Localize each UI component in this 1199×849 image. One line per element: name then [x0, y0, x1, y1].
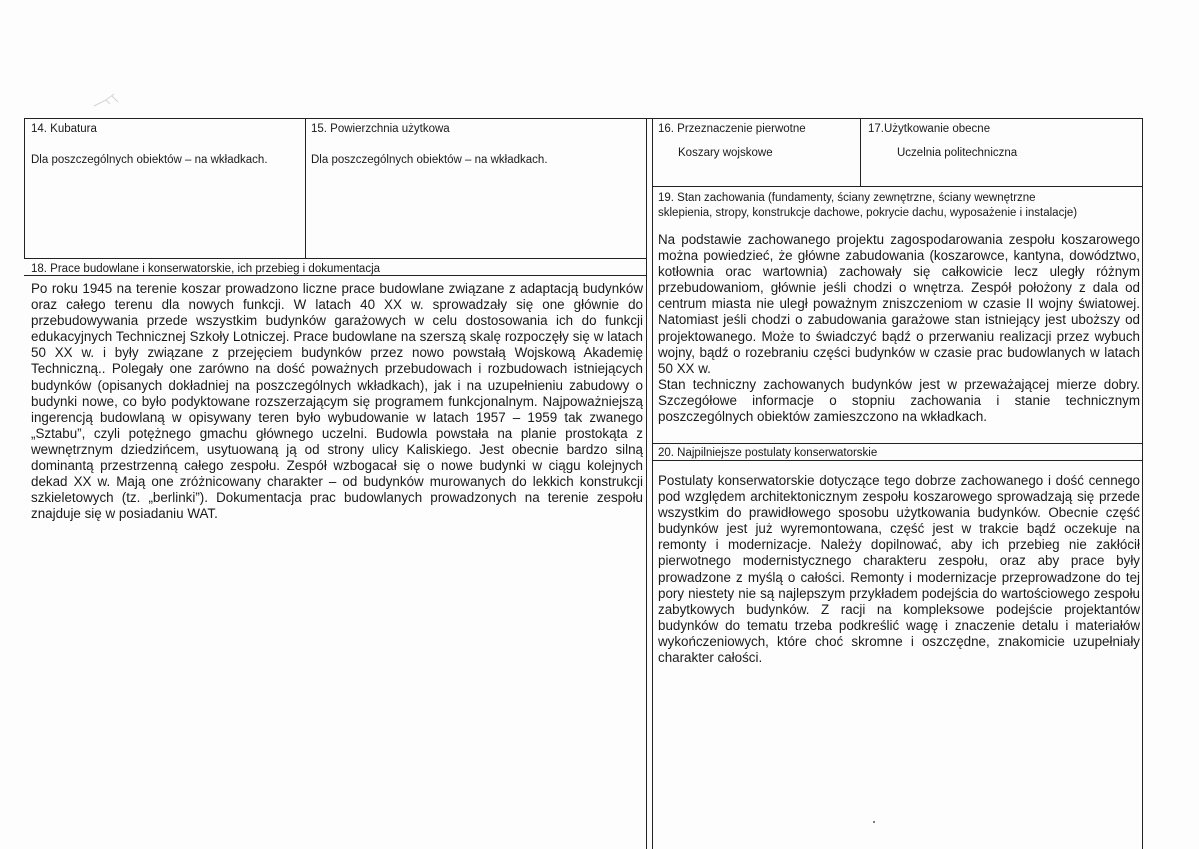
stan-text: [658, 232, 1140, 425]
rule-sec20-inner: [652, 460, 1143, 461]
prace-text: Po roku 1945 na terenie koszar prowadzono liczne prace budowlane związane z adaptacją budynków oraz całego terenu dla nowych funkcji. W latach 40 XX w. sprowadzały się one głównie do przebudowywania przede wszystkim budynków garażowych w celu dostosowania ich do funkcji edukacyjnych Technicznej Szkoły Lotniczej. Prace budowlane na szerszą skalę rozpoczęły się w latach 50 XX w. i były związane z przejęciem budynków przez nowo powstałą Wojskową Akademię Techniczną.. Polegały one zarówno na dość poważnych przebudowach i rozbudowach istniejących budynków (opisanych dokładniej na poszczególnych wkładkach), jak i na uzupełnieniu zabudowy o budynki nowe, co było podyktowane rozszerzającym się programem funkcjonalnym. Najpoważniejszą ingerencją budowlaną w opisywany teren było wybudowanie w latach 1957 – 1959 tak zwanego „Sztabu”, czyli potężnego gmachu głównego uczelni. Budowla powstała na planie prostokąta z wewnętrznym dziedzińcem, usytuowaną ją od strony ulicy Kaliskiego. Jest obecnie bardzo silną dominantą przestrzenną całego zespołu. Zespół wzbogacał się o nowe budynki w ciągu kolejnych dekad XX w. Mają one zróżnicowany charakter – od budynków murowanych do lekkich konstrukcji szkieletowych (tz. „berlinki”). Dokumentacja prac budowlanych prowadzonych na terenie zespołu znajduje się w posiadaniu WAT.: [31, 281, 643, 522]
stan-label-line1: 19. Stan zachowania (fundamenty, ściany zewnętrzne, ściany wewnętrzne: [658, 192, 1036, 204]
rule-right: [1142, 118, 1143, 849]
przeznaczenie-value: Koszary wojskowe: [678, 147, 773, 159]
powierzchnia-value: Dla poszczególnych obiektów – na wkładkach.: [311, 154, 548, 166]
rule-col-mid-a: [646, 118, 647, 849]
stan-label-line2: sklepienia, stropy, konstrukcje dachowe, pokrycie dachu, wyposażenie i instalacje): [658, 207, 1078, 219]
przeznaczenie-label: 16. Przeznaczenie pierwotne: [658, 123, 806, 135]
pencil-mark-icon: [92, 90, 122, 110]
rule-top: [24, 118, 1143, 119]
kubatura-label: 14. Kubatura: [31, 123, 97, 135]
prace-label: 18. Prace budowlane i konserwatorskie, ich przebieg i dokumentacja: [31, 263, 381, 275]
kubatura-value: Dla poszczególnych obiektów – na wkładkach.: [31, 154, 268, 166]
rule-col2: [305, 118, 306, 259]
stan-paragraph-2: Stan techniczny zachowanych budynków jest w przeważającej mierze dobry. Szczegółowe informacje o stopniu zachowania i stanie technicznym poszczególnych obiektów zamieszczono na wkładkach.: [658, 376, 1140, 425]
postulaty-label: 20. Najpilniejsze postulaty konserwatorskie: [658, 447, 878, 459]
rule-sec20: [652, 443, 1143, 444]
uzytkowanie-value: Uczelnia politechniczna: [897, 147, 1018, 159]
speck: [873, 821, 875, 823]
uzytkowanie-label: 17.Użytkowanie obecne: [868, 123, 991, 135]
rule-col4: [860, 118, 861, 187]
rule-left: [24, 118, 25, 259]
powierzchnia-label: 15. Powierzchnia użytkowa: [311, 123, 450, 135]
rule-row1-left: [24, 258, 646, 259]
rule-row1-right: [652, 186, 1143, 187]
postulaty-text: Postulaty konserwatorskie dotyczące tego dobrze zachowanego i dość cennego pod względem architektonicznym zespołu koszarowego sprowadzają się przede wszystkim do prawidłowego sposobu użytkowania budynków. Obecnie część budynków jest już wyremontowana, część jest w trakcie bądź oczekuje na remonty i modernizacje. Należy dopilnować, aby ich przebieg nie zakłócił pierwotnego modernistycznego charakteru zespołu, oraz aby prace były prowadzone z myślą o całości. Remonty i modernizacje przeprowadzone do tej pory niestety nie są najlepszym przykładem podejścia do wartościowego zespołu zabytkowych budynków. Z racji na kompleksowe podejście projektantów budynków do tematu trzeba podkreślić wagę i znaczenie detalu i materiałów wykończeniowych, które choć skromne i oszczędne, znakomicie uzupełniały charakter całości.: [658, 473, 1140, 666]
rule-col-mid-b: [652, 118, 653, 849]
stan-paragraph-1: Na podstawie zachowanego projektu zagospodarowania zespołu koszarowego można powiedzieć, że główne zabudowania (koszarowce, kantyna, dowództwo, kotłownia orac wartownia) zachowały się całkowicie lecz uległy różnym przebudowaniom, głównie jeśli chodzi o wnętrza. Zespół położony z dala od centrum miasta nie uległ poważnym zniszczeniom w czasie II wojny światowej. Natomiast jeśli chodzi o zabudowania garażowe stan istniejący jest uboższy od projektowanego. Może to świadczyć bądź o przerwaniu realizacji przez wybuch wojny, bądź o rozebraniu części budynków w czasie prac budowlanych w latach 50 XX w.: [658, 232, 1140, 376]
